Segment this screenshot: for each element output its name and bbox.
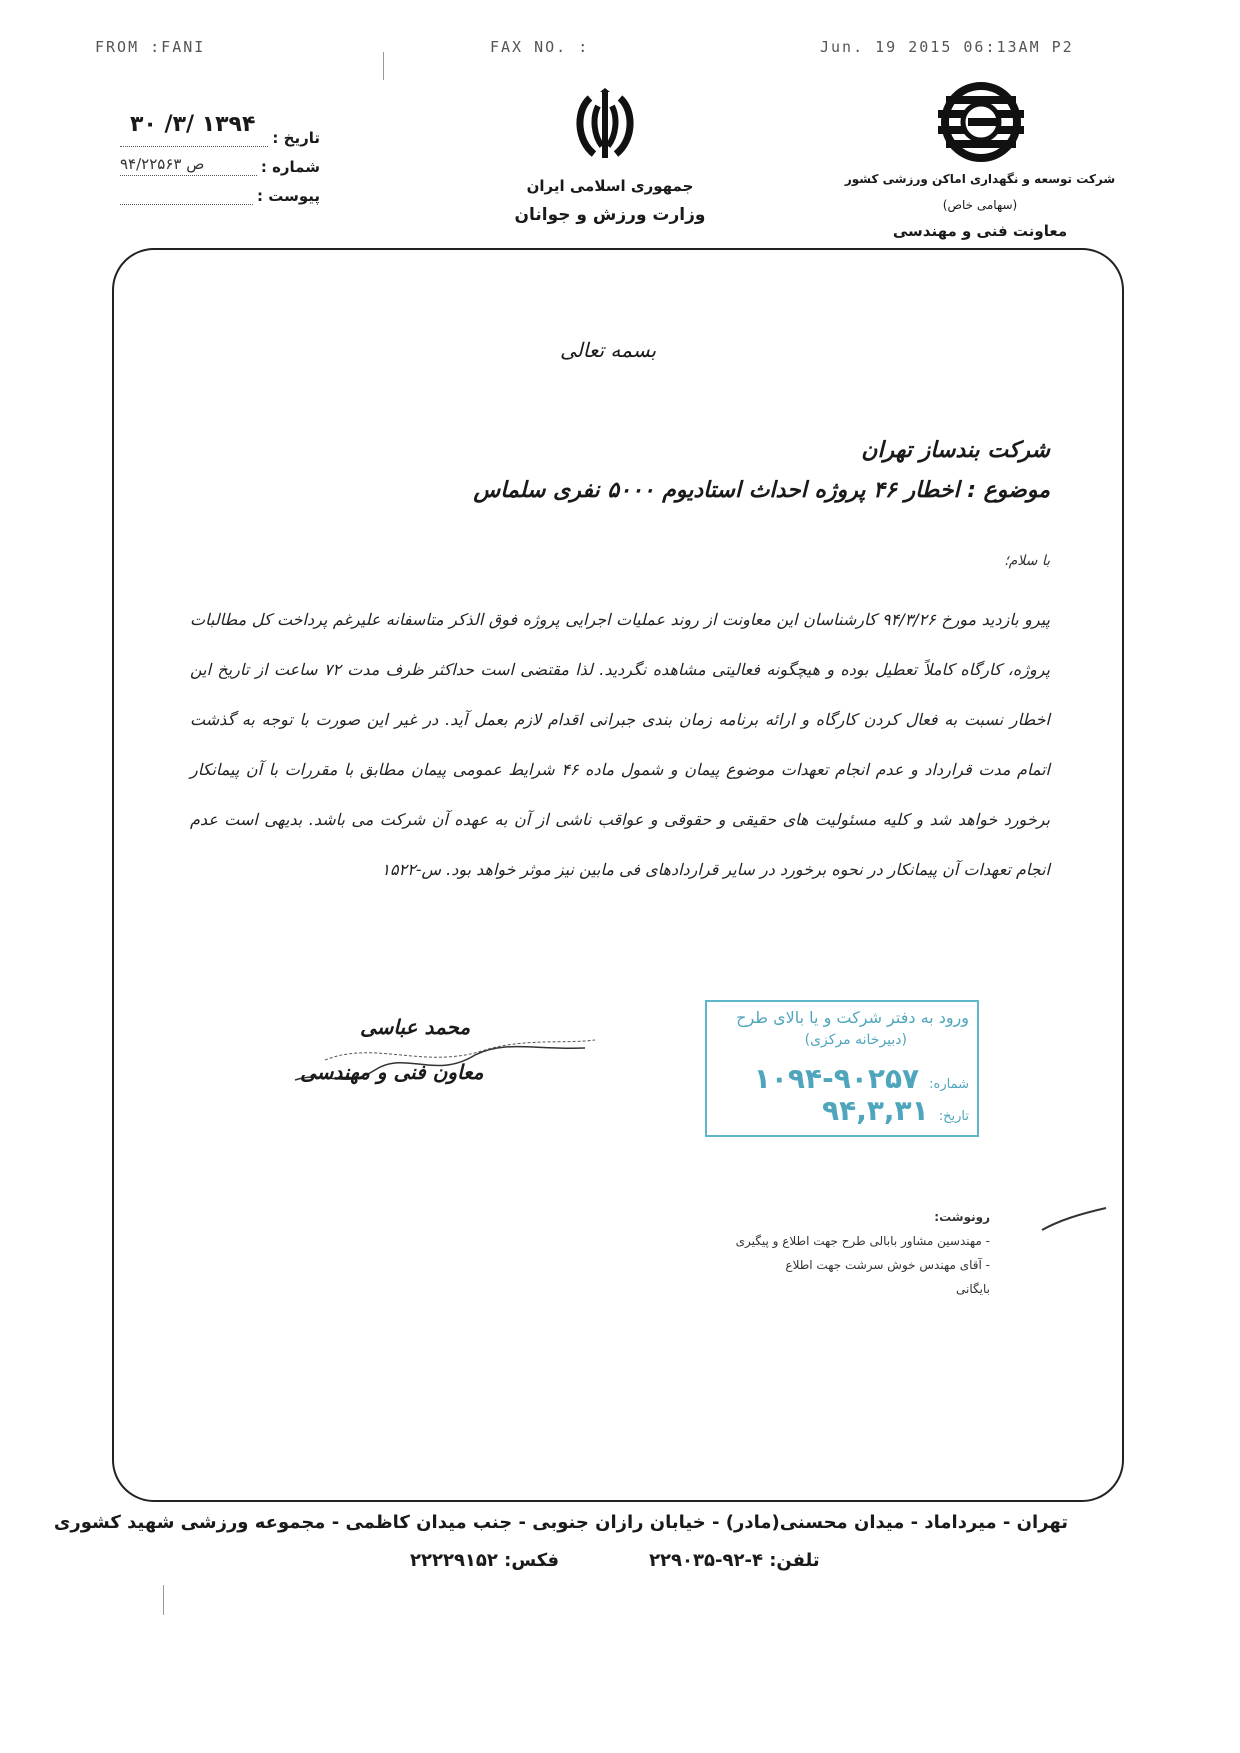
recipient: شرکت بندساز تهران bbox=[861, 438, 1050, 463]
ministry-name: وزارت ورزش و جوانان bbox=[514, 205, 706, 225]
signature-title: معاون فنی و مهندسی bbox=[300, 1060, 484, 1084]
stamp-number-value: ۱۰۹۴-۹۰۲۵۷ bbox=[753, 1062, 920, 1095]
cc-list bbox=[650, 1205, 990, 1301]
date-label: تاریخ : bbox=[272, 129, 320, 147]
footer-fax: فکس: ۲۲۲۲۹۱۵۲ bbox=[410, 1550, 560, 1571]
attachment-field bbox=[120, 184, 253, 205]
footer-phone: تلفن: ۴-۹۲-۲۲۹۰۳۵ bbox=[649, 1550, 820, 1571]
invocation: بسمه تعالی bbox=[560, 338, 657, 362]
stamp-number-label: شماره: bbox=[929, 1077, 969, 1092]
fax-from: FROM :FANI bbox=[95, 38, 206, 56]
cc-tick-mark-icon bbox=[1040, 1200, 1110, 1240]
cc-item: - آقای مهندس خوش سرشت جهت اطلاع bbox=[785, 1258, 990, 1272]
number-value: ۹۴/۲۲۵۶۳ ص bbox=[120, 155, 257, 176]
company-name: شرکت توسعه و نگهداری اماکن ورزشی کشور bbox=[844, 172, 1116, 186]
letter-body: پیرو بازدید مورخ ۹۴/۳/۲۶ کارشناسان این معاونت از روند عملیات اجرایی پروژه فوق الذکر متاسفانه علیرغم پرداخت کل مطالبات پروژه، کارگاه کاملاً تعطیل بوده و هیچگونه فعالیتی مشاهده نگردید. لذا مقتضی است حداکثر ظرف مدت ۷۲ ساعت از تاریخ این اخطار نسبت به فعال کردن کارگاه و ارائه برنامه زمان بندی جبرانی اقدام لازم بعمل آید. در غیر این صورت با توجه به گذشت اتمام مدت قرارداد و عدم انجام تعهدات موضوع پیمان و شمول ماده ۴۶ شرایط عمومی پیمان مطابق با مقررات با آن پیمانکار برخورد خواهد شد و کلیه مسئولیت های حقیقی و حقوقی و عواقب ناشی از آن به عهده آن شرکت می باشد. بدیهی است عدم انجام تعهدات آن پیمانکار در نحوه برخورد در سایر قراردادهای فی مابین نیز موثر خواهد بود. س-۱۵۲۲ bbox=[190, 610, 1051, 879]
stamp-line-2: (دبیرخانه مرکزی) bbox=[804, 1032, 907, 1048]
number-label: شماره : bbox=[260, 158, 320, 176]
greeting: با سلام؛ bbox=[1004, 553, 1050, 569]
subject: موضوع : اخطار ۴۶ پروژه احداث استادیوم ۵۰۰۰ نفری سلماس bbox=[473, 478, 1050, 503]
country-name: جمهوری اسلامی ایران bbox=[526, 177, 694, 195]
company-logo-icon bbox=[928, 82, 1034, 162]
attachment-label: پیوست : bbox=[256, 187, 320, 205]
footer-contacts bbox=[410, 1550, 820, 1571]
date-value: ۱۳۹۴ /۳/ ۳۰ bbox=[130, 112, 256, 137]
company-type: (سهامی خاص) bbox=[942, 198, 1018, 212]
fax-date-time: Jun. 19 2015 06:13AM P2 bbox=[820, 38, 1074, 56]
stamp-date-value: ۹۴,۳,۳۱ bbox=[822, 1094, 929, 1127]
footer-address: تهران - میرداماد - میدان محسنی(مادر) - خیابان رازان جنوبی - جنب میدان کاظمی - مجموعه ورزشی شهید کشوری bbox=[53, 1512, 1068, 1533]
letter-meta bbox=[120, 112, 320, 205]
left-margin-line bbox=[163, 1585, 164, 1615]
registration-stamp bbox=[705, 1000, 979, 1137]
iran-emblem-icon bbox=[570, 88, 640, 168]
stamp-date-label: تاریخ: bbox=[938, 1109, 969, 1124]
stamp-line-1: ورود به دفتر شرکت و یا بالای طرح bbox=[736, 1008, 969, 1027]
cc-heading: رونوشت: bbox=[934, 1210, 990, 1224]
cc-item: - مهندسین مشاور بابالی طرح جهت اطلاع و پیگیری bbox=[735, 1234, 990, 1248]
signature-name: محمد عباسی bbox=[360, 1015, 471, 1039]
fax-number: FAX NO. : bbox=[490, 38, 590, 56]
fax-margin-line bbox=[383, 52, 384, 80]
company-department: معاونت فنی و مهندسی bbox=[892, 222, 1068, 240]
cc-item: بایگانی bbox=[956, 1282, 990, 1296]
